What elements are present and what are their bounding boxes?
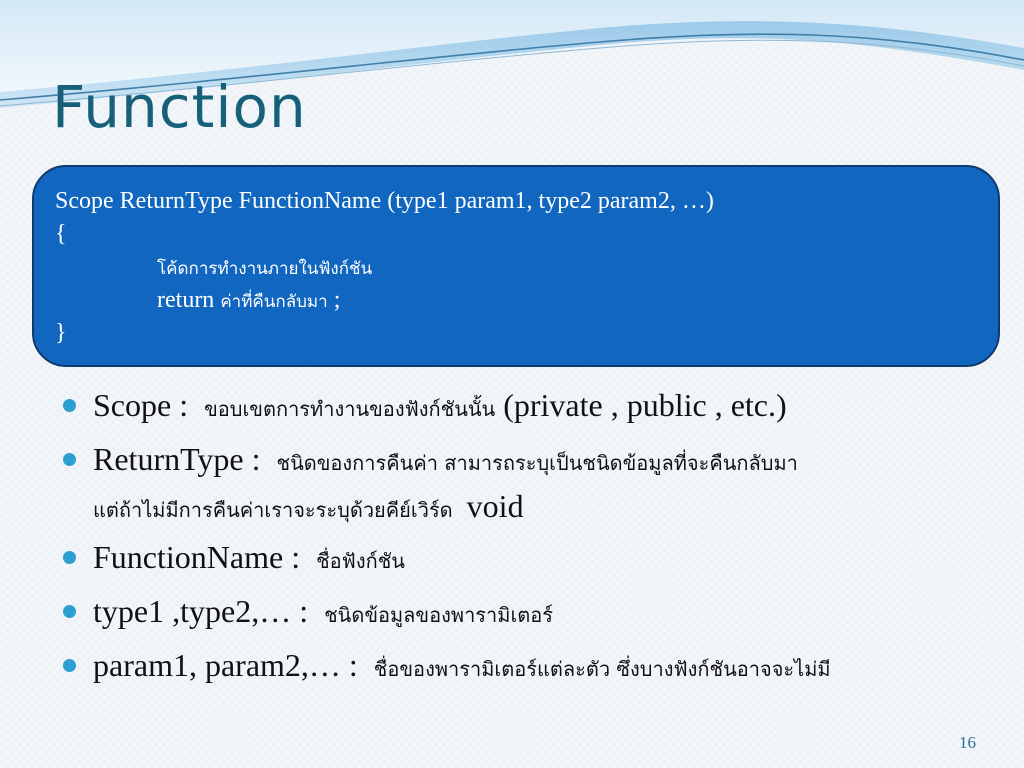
bullet-keyword: void xyxy=(466,488,524,524)
bullet-dot-icon xyxy=(63,659,76,672)
page-number: 16 xyxy=(959,733,976,752)
bullet-description: ชนิดของการคืนค่า สามารถระบุเป็นชนิดข้อมูลที่จะคืนกลับมา xyxy=(276,451,798,475)
bullet-dot-icon xyxy=(63,551,76,564)
return-keyword: return xyxy=(157,287,215,313)
bullet-description: ชนิดข้อมูลของพารามิเตอร์ xyxy=(324,603,554,627)
bullet-term: FunctionName : xyxy=(93,539,309,575)
return-statement xyxy=(55,284,998,317)
return-value: ค่าที่คืนกลับมา xyxy=(220,292,328,311)
bullet-term: type1 ,type2,… : xyxy=(93,593,317,629)
bullet-description: ชื่อของพารามิเตอร์แต่ละตัว ซึ่งบางฟังก์ชันอาจจะไม่มี xyxy=(373,657,831,681)
bullet-description: ขอบเขตการทำงานของฟังก์ชันนั้น xyxy=(204,397,496,421)
slide-title: Function xyxy=(52,73,307,141)
bullet-description: ชื่อฟังก์ชัน xyxy=(316,549,405,573)
bullet-dot-icon xyxy=(63,399,76,412)
bullet-item-returntype xyxy=(60,436,1000,530)
bullet-item-scope xyxy=(60,382,1000,432)
bullet-dot-icon xyxy=(63,605,76,618)
bullet-term: ReturnType : xyxy=(93,441,269,477)
function-signature: Scope ReturnType FunctionName (type1 param1, type2 param2, …) xyxy=(55,188,714,214)
bullet-tail: (private , public , etc.) xyxy=(495,387,787,423)
bullet-item-params xyxy=(60,642,1000,692)
function-body-text: โค้ดการทำงานภายในฟังก์ชัน xyxy=(157,259,373,278)
bullet-continuation: แต่ถ้าไม่มีการคืนค่าเราจะระบุด้วยคีย์เวิร์ด xyxy=(93,498,453,522)
bullet-dot-icon xyxy=(63,453,76,466)
bullet-term: param1, param2,… : xyxy=(93,647,366,683)
close-brace: } xyxy=(55,320,67,346)
bullet-term: Scope : xyxy=(93,387,197,423)
function-body-comment xyxy=(55,251,998,284)
function-syntax-box xyxy=(32,165,1000,367)
bullet-continuation-line xyxy=(93,486,1000,530)
bullet-item-types xyxy=(60,588,1000,638)
return-semicolon: ; xyxy=(327,287,341,313)
open-brace: { xyxy=(55,221,67,247)
bullet-item-functionname xyxy=(60,534,1000,584)
bullet-list xyxy=(60,382,1000,696)
